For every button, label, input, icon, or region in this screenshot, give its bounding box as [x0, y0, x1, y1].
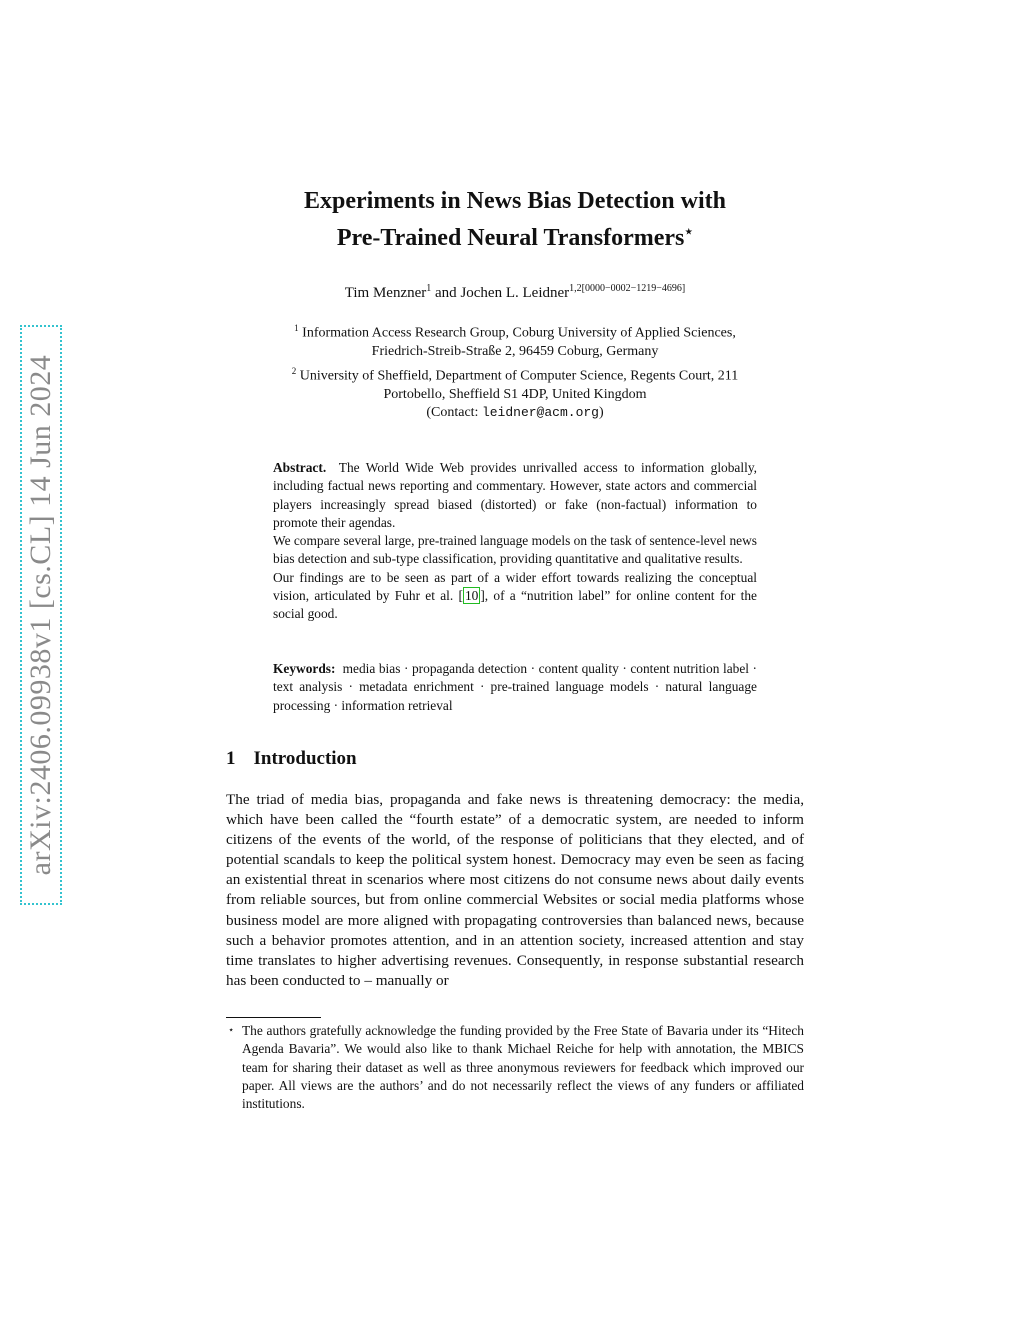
affiliations: $^1$ Information Access Research Group, Coburg University of Applied Sciences, Friedrich-Streib-Straße 2, 96459 Coburg, Germany $^2$ University of Sheffield, Department of Computer Science, Regents Court, 211 Portobello, Sheffield S1 4DP, United Kingdom (Contact: leidner@acm.org): [215, 319, 815, 423]
title-footnote-mark[interactable]: ⋆: [684, 225, 694, 240]
keywords: [273, 660, 757, 715]
footnote: [226, 1022, 804, 1113]
abstract-label: Abstract.: [273, 460, 327, 475]
contact-email[interactable]: leidner@acm.org: [481, 405, 599, 421]
citation-link[interactable]: 10: [464, 588, 479, 604]
author-1: Tim Menzner: [344, 285, 427, 301]
paper-title: [200, 186, 830, 254]
affiliation-1: $^1$ Information Access Research Group, Coburg University of Applied Sciences,: [294, 323, 736, 341]
author-2: Jochen L. Leidner: [460, 285, 570, 301]
title-line-1: Experiments in News Bias Detection with: [304, 188, 726, 214]
author-list: Tim Menzner$^1$ and Jochen L. Leidner$^{1,2[0000-0002-1219-4696]}$: [344, 283, 686, 301]
keywords-text: media bias · propaganda detection · content quality · content nutrition label · text analysis · metadata enrichment · pre-trained language models · natural language processing · information retrieval: [273, 661, 758, 713]
section-heading: 1 Introduction: [226, 748, 357, 769]
affiliation-2: $^2$ University of Sheffield, Department of Computer Science, Regents Court, 211: [291, 365, 739, 384]
intro-paragraph: The triad of media bias, propaganda and fake news is threatening democracy: the media, which have been called the “fourth estate” of a democratic system, are needed to inform citizens of the events of the world, of the response of politicians that they elected, and of potential scandals to keep the political system honest. Democracy may even be seen as facing an existential threat in scenarios where most citizens do not consume news about daily events from reliable sources, but from online commercial Websites or social media platforms whose business model are more aligned with propagating controversies than balanced news, because such a behavior promotes attention, and in an attention society, increased attention and stay time translates to higher advertising revenues. Consequently, in response substantial research has been conducted to – manually or: [226, 791, 804, 989]
footnote-rule: [226, 1017, 321, 1018]
arxiv-stamp-text: arXiv:2406.09938v1 [cs.CL] 14 Jun 2024: [24, 354, 57, 876]
author-2-orcid: 1,2[0000−0002−1219−4696]: [569, 283, 686, 294]
keywords-label: Keywords:: [273, 661, 336, 676]
contact-line: (Contact: leidner@acm.org): [426, 405, 604, 421]
footnote-text: The authors gratefully acknowledge the funding provided by the Free State of Bavaria under its “Hitech Agenda Bavaria”. We would also like to thank Michael Reiche for help with annotation, the MBICS team for sharing their dataset as well as three anonymous reviewers for feedback which improved our paper. All views are the authors’ and do not necessarily reflect the views of any funders or affiliated institutions.: [242, 1023, 804, 1112]
footnote-mark: ⋆: [228, 1025, 235, 1036]
title-line-2: Pre-Trained Neural Transformers⋆: [336, 225, 694, 251]
abstract: Abstract. The World Wide Web provides unrivalled access to information globally, including factual news reporting and commentary. However, state actors and commercial players increasingly spread biased (distorted) or fake (non-factual) information to promote their agendas. We compare several large, pre-trained language models on the task of sentence-level news bias detection and sub-type classification, providing quantitative and qualitative results. Our findings are to be seen as part of a wider effort towards realizing the conceptual vision, articulated by Fuhr et al. [ 10 ], of a “nutrition label” for online content for the social good.: [273, 460, 758, 622]
arxiv-stamp[interactable]: [20, 325, 62, 905]
